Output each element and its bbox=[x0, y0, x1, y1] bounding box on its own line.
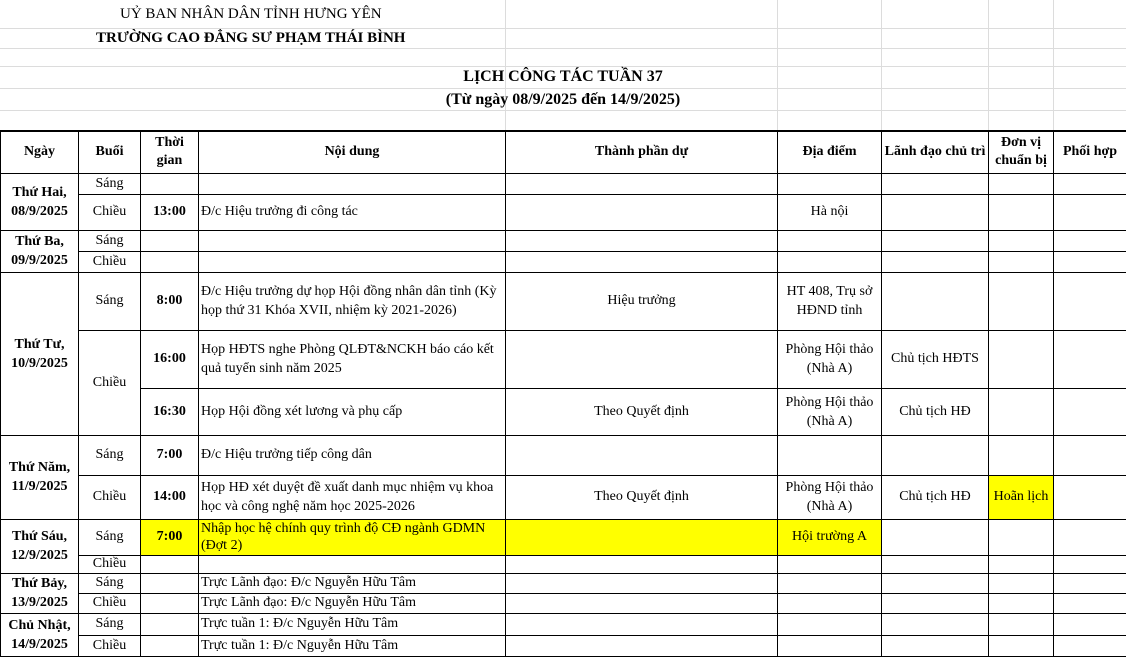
content-cell: Đ/c Hiệu trưởng tiếp công dân bbox=[199, 435, 506, 475]
table-row bbox=[1, 475, 1126, 519]
grid-line bbox=[0, 66, 1126, 67]
content-cell: Trực tuần 1: Đ/c Nguyễn Hữu Tâm bbox=[199, 635, 506, 656]
schedule-table bbox=[0, 130, 1126, 657]
session-cell: Chiều bbox=[79, 251, 141, 272]
grid-line bbox=[0, 88, 1126, 89]
grid-line bbox=[881, 0, 882, 130]
grid-line bbox=[505, 0, 506, 130]
day-cell: Thứ Ba, 09/9/2025 bbox=[1, 230, 79, 272]
col-session: Buổi bbox=[79, 131, 141, 173]
session-cell: Sáng bbox=[79, 230, 141, 251]
leader-cell: Chủ tịch HĐTS bbox=[882, 330, 989, 388]
content-cell: Họp HĐTS nghe Phòng QLĐT&NCKH báo cáo kết quả tuyển sinh năm 2025 bbox=[199, 330, 506, 388]
session-cell: Sáng bbox=[79, 613, 141, 635]
location-cell: Phòng Hội thảo (Nhà A) bbox=[778, 388, 882, 435]
col-day: Ngày bbox=[1, 131, 79, 173]
col-coordination: Phối hợp bbox=[1054, 131, 1126, 173]
location-cell: Phòng Hội thảo (Nhà A) bbox=[778, 330, 882, 388]
grid-line bbox=[0, 48, 1126, 49]
leader-cell: Chủ tịch HĐ bbox=[882, 475, 989, 519]
col-prep-unit: Đơn vị chuẩn bị bbox=[989, 131, 1054, 173]
session-cell: Chiều bbox=[79, 593, 141, 613]
leader-cell: Chủ tịch HĐ bbox=[882, 388, 989, 435]
content-cell: Họp Hội đồng xét lương và phụ cấp bbox=[199, 388, 506, 435]
col-participants: Thành phần dự bbox=[506, 131, 778, 173]
content-cell: Nhập học hệ chính quy trình độ CĐ ngành GDMN (Đợt 2) bbox=[199, 519, 506, 555]
time-cell: 16:00 bbox=[141, 330, 199, 388]
table-row bbox=[1, 555, 1126, 573]
day-cell: Thứ Năm, 11/9/2025 bbox=[1, 435, 79, 519]
day-cell: Thứ Bảy, 13/9/2025 bbox=[1, 573, 79, 613]
content-cell: Đ/c Hiệu trưởng dự họp Hội đồng nhân dân tỉnh (Kỳ họp thứ 31 Khóa XVII, nhiệm kỳ 2021-2026) bbox=[199, 272, 506, 330]
location-cell: Hà nội bbox=[778, 194, 882, 230]
table-row bbox=[1, 435, 1126, 475]
grid-line bbox=[777, 0, 778, 130]
time-cell: 13:00 bbox=[141, 194, 199, 230]
table-row bbox=[1, 613, 1126, 635]
grid-line bbox=[0, 110, 1126, 111]
location-cell: Hội trường A bbox=[778, 519, 882, 555]
session-cell: Sáng bbox=[79, 272, 141, 330]
table-row bbox=[1, 194, 1126, 230]
day-cell: Thứ Tư, 10/9/2025 bbox=[1, 272, 79, 435]
day-cell: Thứ Sáu, 12/9/2025 bbox=[1, 519, 79, 573]
content-cell: Đ/c Hiệu trưởng đi công tác bbox=[199, 194, 506, 230]
session-cell: Chiều bbox=[79, 635, 141, 656]
time-cell: 16:30 bbox=[141, 388, 199, 435]
page-title: LỊCH CÔNG TÁC TUẦN 37 bbox=[463, 68, 663, 85]
day-cell: Chủ Nhật, 14/9/2025 bbox=[1, 613, 79, 656]
session-cell: Chiều bbox=[79, 555, 141, 573]
session-cell: Sáng bbox=[79, 435, 141, 475]
location-cell: Phòng Hội thảo (Nhà A) bbox=[778, 475, 882, 519]
header-row bbox=[1, 131, 1126, 173]
table-row bbox=[1, 272, 1126, 330]
col-content: Nội dung bbox=[199, 131, 506, 173]
table-row bbox=[1, 173, 1126, 194]
location-cell: HT 408, Trụ sở HĐND tỉnh bbox=[778, 272, 882, 330]
table-row bbox=[1, 635, 1126, 656]
table-row bbox=[1, 388, 1126, 435]
session-cell: Chiều bbox=[79, 475, 141, 519]
col-leader: Lãnh đạo chủ trì bbox=[882, 131, 989, 173]
table-row bbox=[1, 330, 1126, 388]
participants-cell: Hiệu trưởng bbox=[506, 272, 778, 330]
page-subtitle: (Từ ngày 08/9/2025 đến 14/9/2025) bbox=[445, 91, 681, 108]
grid-line bbox=[0, 28, 1126, 29]
session-cell: Sáng bbox=[79, 173, 141, 194]
session-cell: Chiều bbox=[79, 330, 141, 435]
content-cell: Họp HĐ xét duyệt đề xuất danh mục nhiệm vụ khoa học và công nghệ năm học 2025-2026 bbox=[199, 475, 506, 519]
col-location: Địa điểm bbox=[778, 131, 882, 173]
participants-cell: Theo Quyết định bbox=[506, 388, 778, 435]
session-cell: Chiều bbox=[79, 194, 141, 230]
session-cell: Sáng bbox=[79, 519, 141, 555]
org-line-1: UỶ BAN NHÂN DÂN TỈNH HƯNG YÊN bbox=[120, 6, 382, 22]
participants-cell: Theo Quyết định bbox=[506, 475, 778, 519]
col-time: Thời gian bbox=[141, 131, 199, 173]
session-cell: Sáng bbox=[79, 573, 141, 593]
grid-line bbox=[988, 0, 989, 130]
content-cell: Trực Lãnh đạo: Đ/c Nguyễn Hữu Tâm bbox=[199, 573, 506, 593]
time-cell: 8:00 bbox=[141, 272, 199, 330]
status-badge: Hoãn lịch bbox=[989, 475, 1054, 519]
content-cell: Trực tuần 1: Đ/c Nguyễn Hữu Tâm bbox=[199, 613, 506, 635]
time-cell: 14:00 bbox=[141, 475, 199, 519]
time-cell: 7:00 bbox=[141, 435, 199, 475]
table-row bbox=[1, 519, 1126, 555]
table-row bbox=[1, 573, 1126, 593]
org-line-2: TRƯỜNG CAO ĐẲNG SƯ PHẠM THÁI BÌNH bbox=[96, 30, 406, 46]
table-row bbox=[1, 251, 1126, 272]
table-row bbox=[1, 230, 1126, 251]
content-cell: Trực Lãnh đạo: Đ/c Nguyễn Hữu Tâm bbox=[199, 593, 506, 613]
day-cell: Thứ Hai, 08/9/2025 bbox=[1, 173, 79, 230]
time-cell: 7:00 bbox=[141, 519, 199, 555]
table-row bbox=[1, 593, 1126, 613]
grid-line bbox=[1053, 0, 1054, 130]
